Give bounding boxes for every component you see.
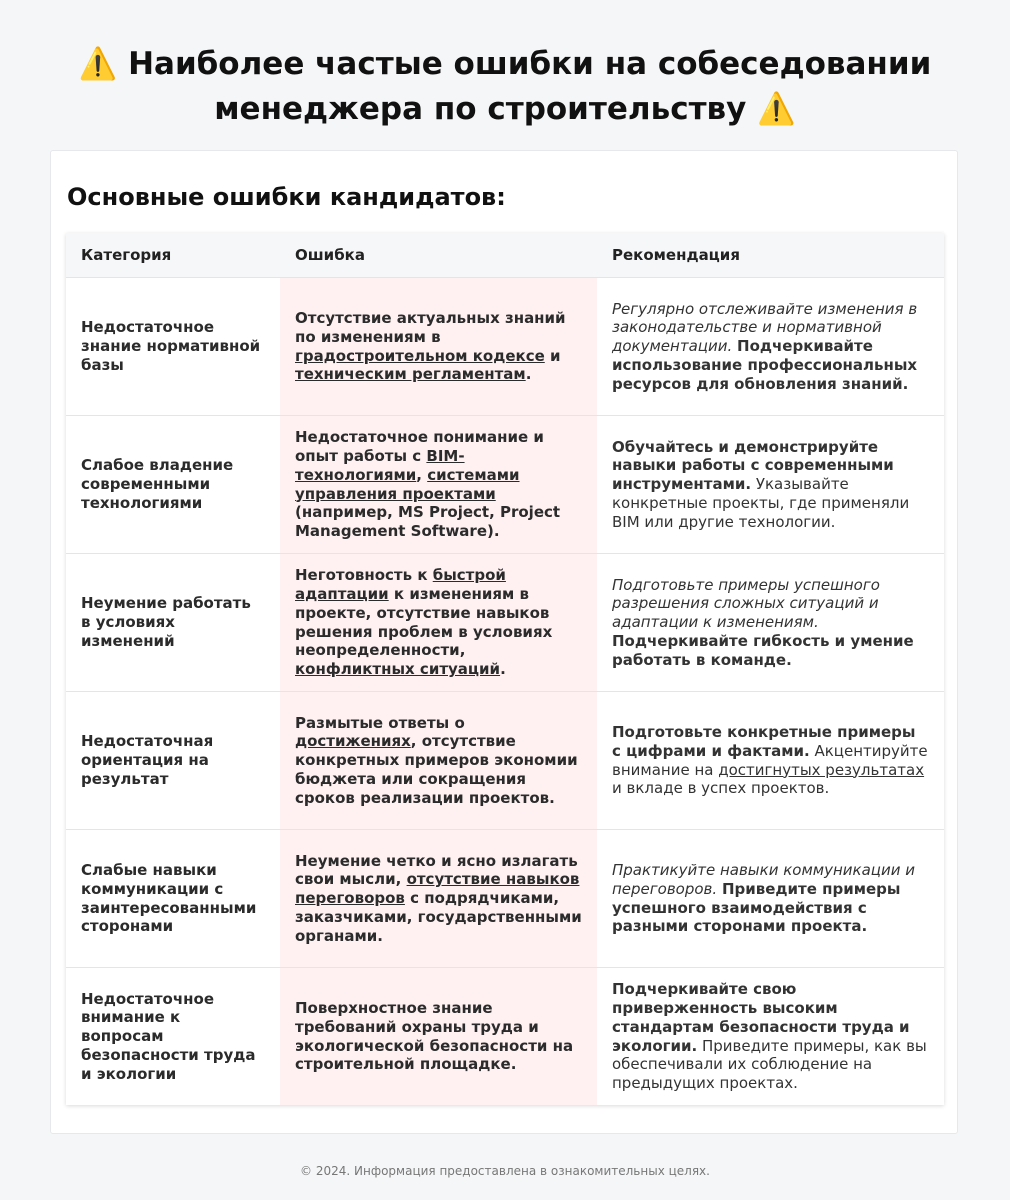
recommendation-cell [597,278,944,416]
text-segment: . [525,365,532,384]
error-cell [280,554,597,692]
text-segment: Подчеркивайте свою приверженность высоким стандартам безопасности труда и экологии. [612,980,910,1055]
recommendation-cell [597,416,944,554]
category-cell: Недостаточное внимание к вопросам безопасности труда и экологии [81,989,256,1083]
page-title [0,0,1010,132]
underlined-term: конфликтных ситуаций [295,660,501,679]
header-category: Категория [66,233,280,278]
underlined-term: достигнутых результатах [718,760,925,779]
underlined-term: системами управления проектами [295,465,520,503]
text-segment: Приведите примеры успешного взаимодействия с разными сторонами проекта. [612,879,901,936]
table-row [66,278,944,416]
header-recommendation: Рекомендация [597,233,944,278]
text-segment: Регулярно отслеживайте изменения в законодательстве и нормативной документации. [612,299,918,356]
text-segment: Поверхностное знание требований охраны труда и экологической безопасности на строительной площадке. [295,998,574,1074]
text-segment: Подготовьте примеры успешного разрешения сложных ситуаций и адаптации к изменениям. [612,575,880,632]
errors-table [66,233,944,1105]
recommendation-cell [597,554,944,692]
text-segment: Недостаточное понимание и опыт работы с [295,428,544,465]
table-row [66,692,944,830]
text-segment: Приведите примеры, как вы обеспечивали их соблюдение на предыдущих проектах. [612,1036,927,1093]
text-segment: . [500,660,506,679]
page-title-line-1: ⚠️ Наиболее частые ошибки на собеседовании [78,46,932,82]
table-row [66,830,944,968]
error-cell [280,830,597,968]
table-row [66,554,944,692]
error-cell [280,278,597,416]
table-header-row [66,233,944,278]
underlined-term: BIM-технологиями [295,446,465,484]
text-segment: Указывайте конкретные проекты, где применяли BIM или другие технологии. [612,475,910,531]
category-cell: Слабые навыки коммуникации с заинтересованными сторонами [66,830,280,968]
text-segment: , отсутствие конкретных примеров экономии бюджета или сокращения сроков реализации проектов. [295,732,578,807]
text-segment: Практикуйте навыки коммуникации и переговоров. [612,860,915,898]
recommendation-cell [597,968,944,1106]
section-title: Основные ошибки кандидатов: [67,183,506,211]
header-error: Ошибка [280,233,597,278]
underlined-term: быстрой адаптации [295,566,506,603]
underlined-term: техническим регламентам [295,365,526,384]
text-segment: с подрядчиками, заказчиками, государственными органами. [295,889,582,945]
error-cell [280,416,597,554]
text-segment: Неготовность к [295,566,433,585]
text-segment: Акцентируйте внимание на [612,741,928,779]
content-card [50,150,958,1134]
text-segment: Подготовьте конкретные примеры с цифрами и фактами. [612,722,916,760]
text-segment: Неумение четко и ясно излагать свои мысли, [295,851,578,889]
text-segment: и вкладе в успех проектов. [612,779,830,798]
category-cell: Недостаточная ориентация на результат [66,692,280,830]
text-segment: и [544,346,561,365]
underlined-term: достижениях [295,732,411,751]
text-segment: Подчеркивайте гибкость и умение работать в команде. [612,631,914,669]
text-segment: , [416,465,428,484]
error-cell [280,968,597,1106]
footer-note: © 2024. Информация предоставлена в ознакомительных целях. [300,1164,710,1178]
underlined-term: градостроительном кодексе [295,346,545,365]
text-segment: к изменениям в проекте, отсутствие навыков решения проблем в условиях неопределенности, [295,584,553,660]
text-segment: Отсутствие актуальных знаний по изменениям в [295,308,566,346]
recommendation-cell [597,830,944,968]
table-row [66,416,944,554]
text-segment: Подчеркивайте использование профессиональных ресурсов для обновления знаний. [612,337,918,393]
text-segment: Обучайтесь и демонстрируйте навыки работы с современными инструментами. [612,437,894,494]
text-segment: (например, MS Project, Project Management Software). [295,503,561,541]
recommendation-cell [597,692,944,830]
text-segment: Размытые ответы о [295,713,465,732]
table-row [66,968,944,1106]
category-cell: Неумение работать в условиях изменений [66,554,280,692]
error-cell [280,692,597,830]
underlined-term: отсутствие навыков переговоров [295,870,580,908]
category-cell: Недостаточное знание нормативной базы [66,278,280,416]
page-title-line-2: менеджера по строительству ⚠️ [214,91,796,127]
category-cell: Слабое владение современными технологиями [66,416,280,554]
